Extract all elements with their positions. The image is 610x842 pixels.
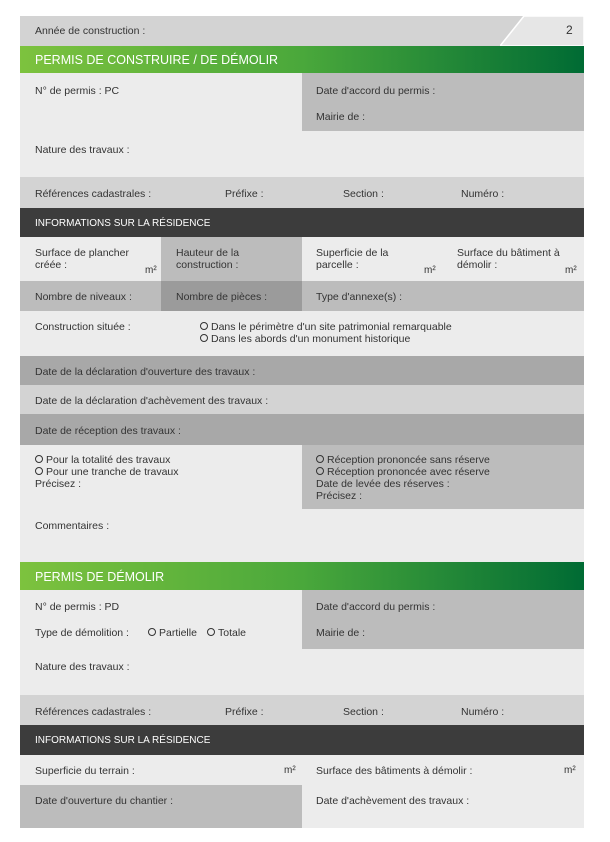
superficie-parcelle-unit: m² xyxy=(424,265,436,276)
prefixe-pc-label: Préfixe : xyxy=(225,188,264,200)
option-abords-label: Dans les abords d'un monument historique xyxy=(211,333,411,345)
option-totalite-label: Pour la totalité des travaux xyxy=(46,454,171,466)
date-achevement-travaux-field[interactable] xyxy=(302,785,584,828)
option-totalite[interactable] xyxy=(35,454,170,466)
radio-circle-icon[interactable] xyxy=(148,628,156,636)
annee-construction-label: Année de construction : xyxy=(35,25,146,37)
page-number: 2 xyxy=(566,23,573,37)
nature-travaux-pc-label: Nature des travaux : xyxy=(35,144,130,156)
date-reception-field[interactable] xyxy=(20,414,584,445)
ref-cadastrales-pc-label: Références cadastrales : xyxy=(35,188,152,200)
surface-batiments-field[interactable] xyxy=(302,755,584,785)
radio-circle-icon[interactable] xyxy=(200,322,208,330)
surface-batiment-label: Surface du bâtiment à démolir : xyxy=(457,247,560,272)
option-tranche-label: Pour une tranche de travaux xyxy=(46,466,179,478)
section-bar-permis-construire xyxy=(20,46,584,73)
num-permis-pd-field[interactable] xyxy=(20,590,302,649)
option-totale[interactable] xyxy=(207,627,246,639)
radio-circle-icon[interactable] xyxy=(316,467,324,475)
date-ouverture-field[interactable] xyxy=(20,356,584,385)
superficie-terrain-field[interactable] xyxy=(20,755,302,785)
numero-pd-label: Numéro : xyxy=(461,706,505,718)
radio-circle-icon[interactable] xyxy=(200,334,208,342)
section-title-permis-construire: PERMIS DE CONSTRUIRE / DE DÉMOLIR xyxy=(35,53,279,67)
option-tranche[interactable] xyxy=(35,466,179,478)
option-perimetre[interactable] xyxy=(200,321,452,333)
date-ouverture-chantier-label: Date d'ouverture du chantier : xyxy=(35,795,174,807)
superficie-parcelle-field[interactable] xyxy=(302,237,443,281)
mairie-pd-label: Mairie de : xyxy=(316,627,366,639)
type-annexe-label: Type d'annexe(s) : xyxy=(316,291,403,303)
precisez-left-label: Précisez : xyxy=(35,478,82,490)
numero-pc-label: Numéro : xyxy=(461,188,505,200)
section-pd-label: Section : xyxy=(343,706,384,718)
section-title-residence-2: INFORMATIONS SUR LA RÉSIDENCE xyxy=(35,735,211,746)
ref-cadastrales-pc-row[interactable] xyxy=(20,177,584,208)
nature-travaux-pd-field[interactable] xyxy=(20,649,584,695)
date-levee-label: Date de levée des réserves : xyxy=(316,478,450,490)
section-title-permis-demolir: PERMIS DE DÉMOLIR xyxy=(35,570,165,584)
section-bar-residence-1 xyxy=(20,208,584,237)
date-ouverture-label: Date de la déclaration d'ouverture des travaux : xyxy=(35,366,256,378)
nombre-pieces-field[interactable] xyxy=(161,281,302,311)
date-accord-pd-label: Date d'accord du permis : xyxy=(316,601,436,613)
option-partielle[interactable] xyxy=(148,627,197,639)
radio-circle-icon[interactable] xyxy=(35,455,43,463)
section-pc-label: Section : xyxy=(343,188,384,200)
section-bar-residence-2 xyxy=(20,725,584,755)
date-reception-label: Date de réception des travaux : xyxy=(35,425,181,437)
radio-circle-icon[interactable] xyxy=(316,455,324,463)
section-bar-permis-demolir xyxy=(20,562,584,590)
superficie-parcelle-label: Superficie de la parcelle : xyxy=(316,247,389,272)
prefixe-pd-label: Préfixe : xyxy=(225,706,264,718)
radio-circle-icon[interactable] xyxy=(35,467,43,475)
reception-options-left xyxy=(20,445,302,509)
precisez-right-label: Précisez : xyxy=(316,490,363,502)
option-sans-reserve-label: Réception prononcée sans réserve xyxy=(327,454,490,466)
nature-travaux-pc-field[interactable] xyxy=(20,131,584,177)
date-achevement-field[interactable] xyxy=(20,385,584,414)
type-annexe-field[interactable] xyxy=(302,281,584,311)
type-demolition-label: Type de démolition : xyxy=(35,627,129,639)
nature-travaux-pd-label: Nature des travaux : xyxy=(35,661,130,673)
construction-situee-row xyxy=(20,311,584,356)
nombre-niveaux-label: Nombre de niveaux : xyxy=(35,291,132,303)
surface-batiments-unit: m² xyxy=(564,765,576,776)
hauteur-label: Hauteur de la construction : xyxy=(176,247,240,272)
option-avec-reserve-label: Réception prononcée avec réserve xyxy=(327,466,490,478)
date-accord-pc-field[interactable] xyxy=(302,73,584,131)
construction-situee-label: Construction située : xyxy=(35,321,131,333)
date-achevement-label: Date de la déclaration d'achèvement des travaux : xyxy=(35,395,269,407)
option-perimetre-label: Dans le périmètre d'un site patrimonial remarquable xyxy=(211,321,452,333)
surface-plancher-unit: m² xyxy=(145,265,157,276)
num-permis-pd-label: N° de permis : PD xyxy=(35,601,120,613)
radio-circle-icon[interactable] xyxy=(207,628,215,636)
option-sans-reserve[interactable] xyxy=(316,454,490,466)
option-totale-label: Totale xyxy=(218,627,247,639)
date-achevement-travaux-label: Date d'achèvement des travaux : xyxy=(316,795,470,807)
surface-batiments-label: Surface des bâtiments à démolir : xyxy=(316,765,473,777)
reception-options-right xyxy=(302,445,584,509)
date-ouverture-chantier-field[interactable] xyxy=(20,785,302,828)
ref-cadastrales-pd-row[interactable] xyxy=(20,695,584,725)
mairie-pc-label: Mairie de : xyxy=(316,111,366,123)
section-title-residence-1: INFORMATIONS SUR LA RÉSIDENCE xyxy=(35,218,211,229)
option-partielle-label: Partielle xyxy=(159,627,197,639)
commentaires-label: Commentaires : xyxy=(35,520,110,532)
superficie-terrain-label: Superficie du terrain : xyxy=(35,765,135,777)
num-permis-pc-label: N° de permis : PC xyxy=(35,85,120,97)
ref-cadastrales-pd-label: Références cadastrales : xyxy=(35,706,152,718)
commentaires-field[interactable] xyxy=(20,509,584,562)
option-avec-reserve[interactable] xyxy=(316,466,490,478)
surface-batiment-unit: m² xyxy=(565,265,577,276)
nombre-niveaux-field[interactable] xyxy=(20,281,161,311)
superficie-terrain-unit: m² xyxy=(284,765,296,776)
date-accord-pd-field[interactable] xyxy=(302,590,584,649)
num-permis-pc-field[interactable] xyxy=(20,73,302,131)
option-abords[interactable] xyxy=(200,333,410,345)
surface-plancher-field[interactable] xyxy=(20,237,161,281)
nombre-pieces-label: Nombre de pièces : xyxy=(176,291,268,303)
surface-plancher-label: Surface de plancher créée : xyxy=(35,247,129,272)
hauteur-field[interactable] xyxy=(161,237,302,281)
date-accord-pc-label: Date d'accord du permis : xyxy=(316,85,436,97)
surface-batiment-field[interactable] xyxy=(443,237,584,281)
